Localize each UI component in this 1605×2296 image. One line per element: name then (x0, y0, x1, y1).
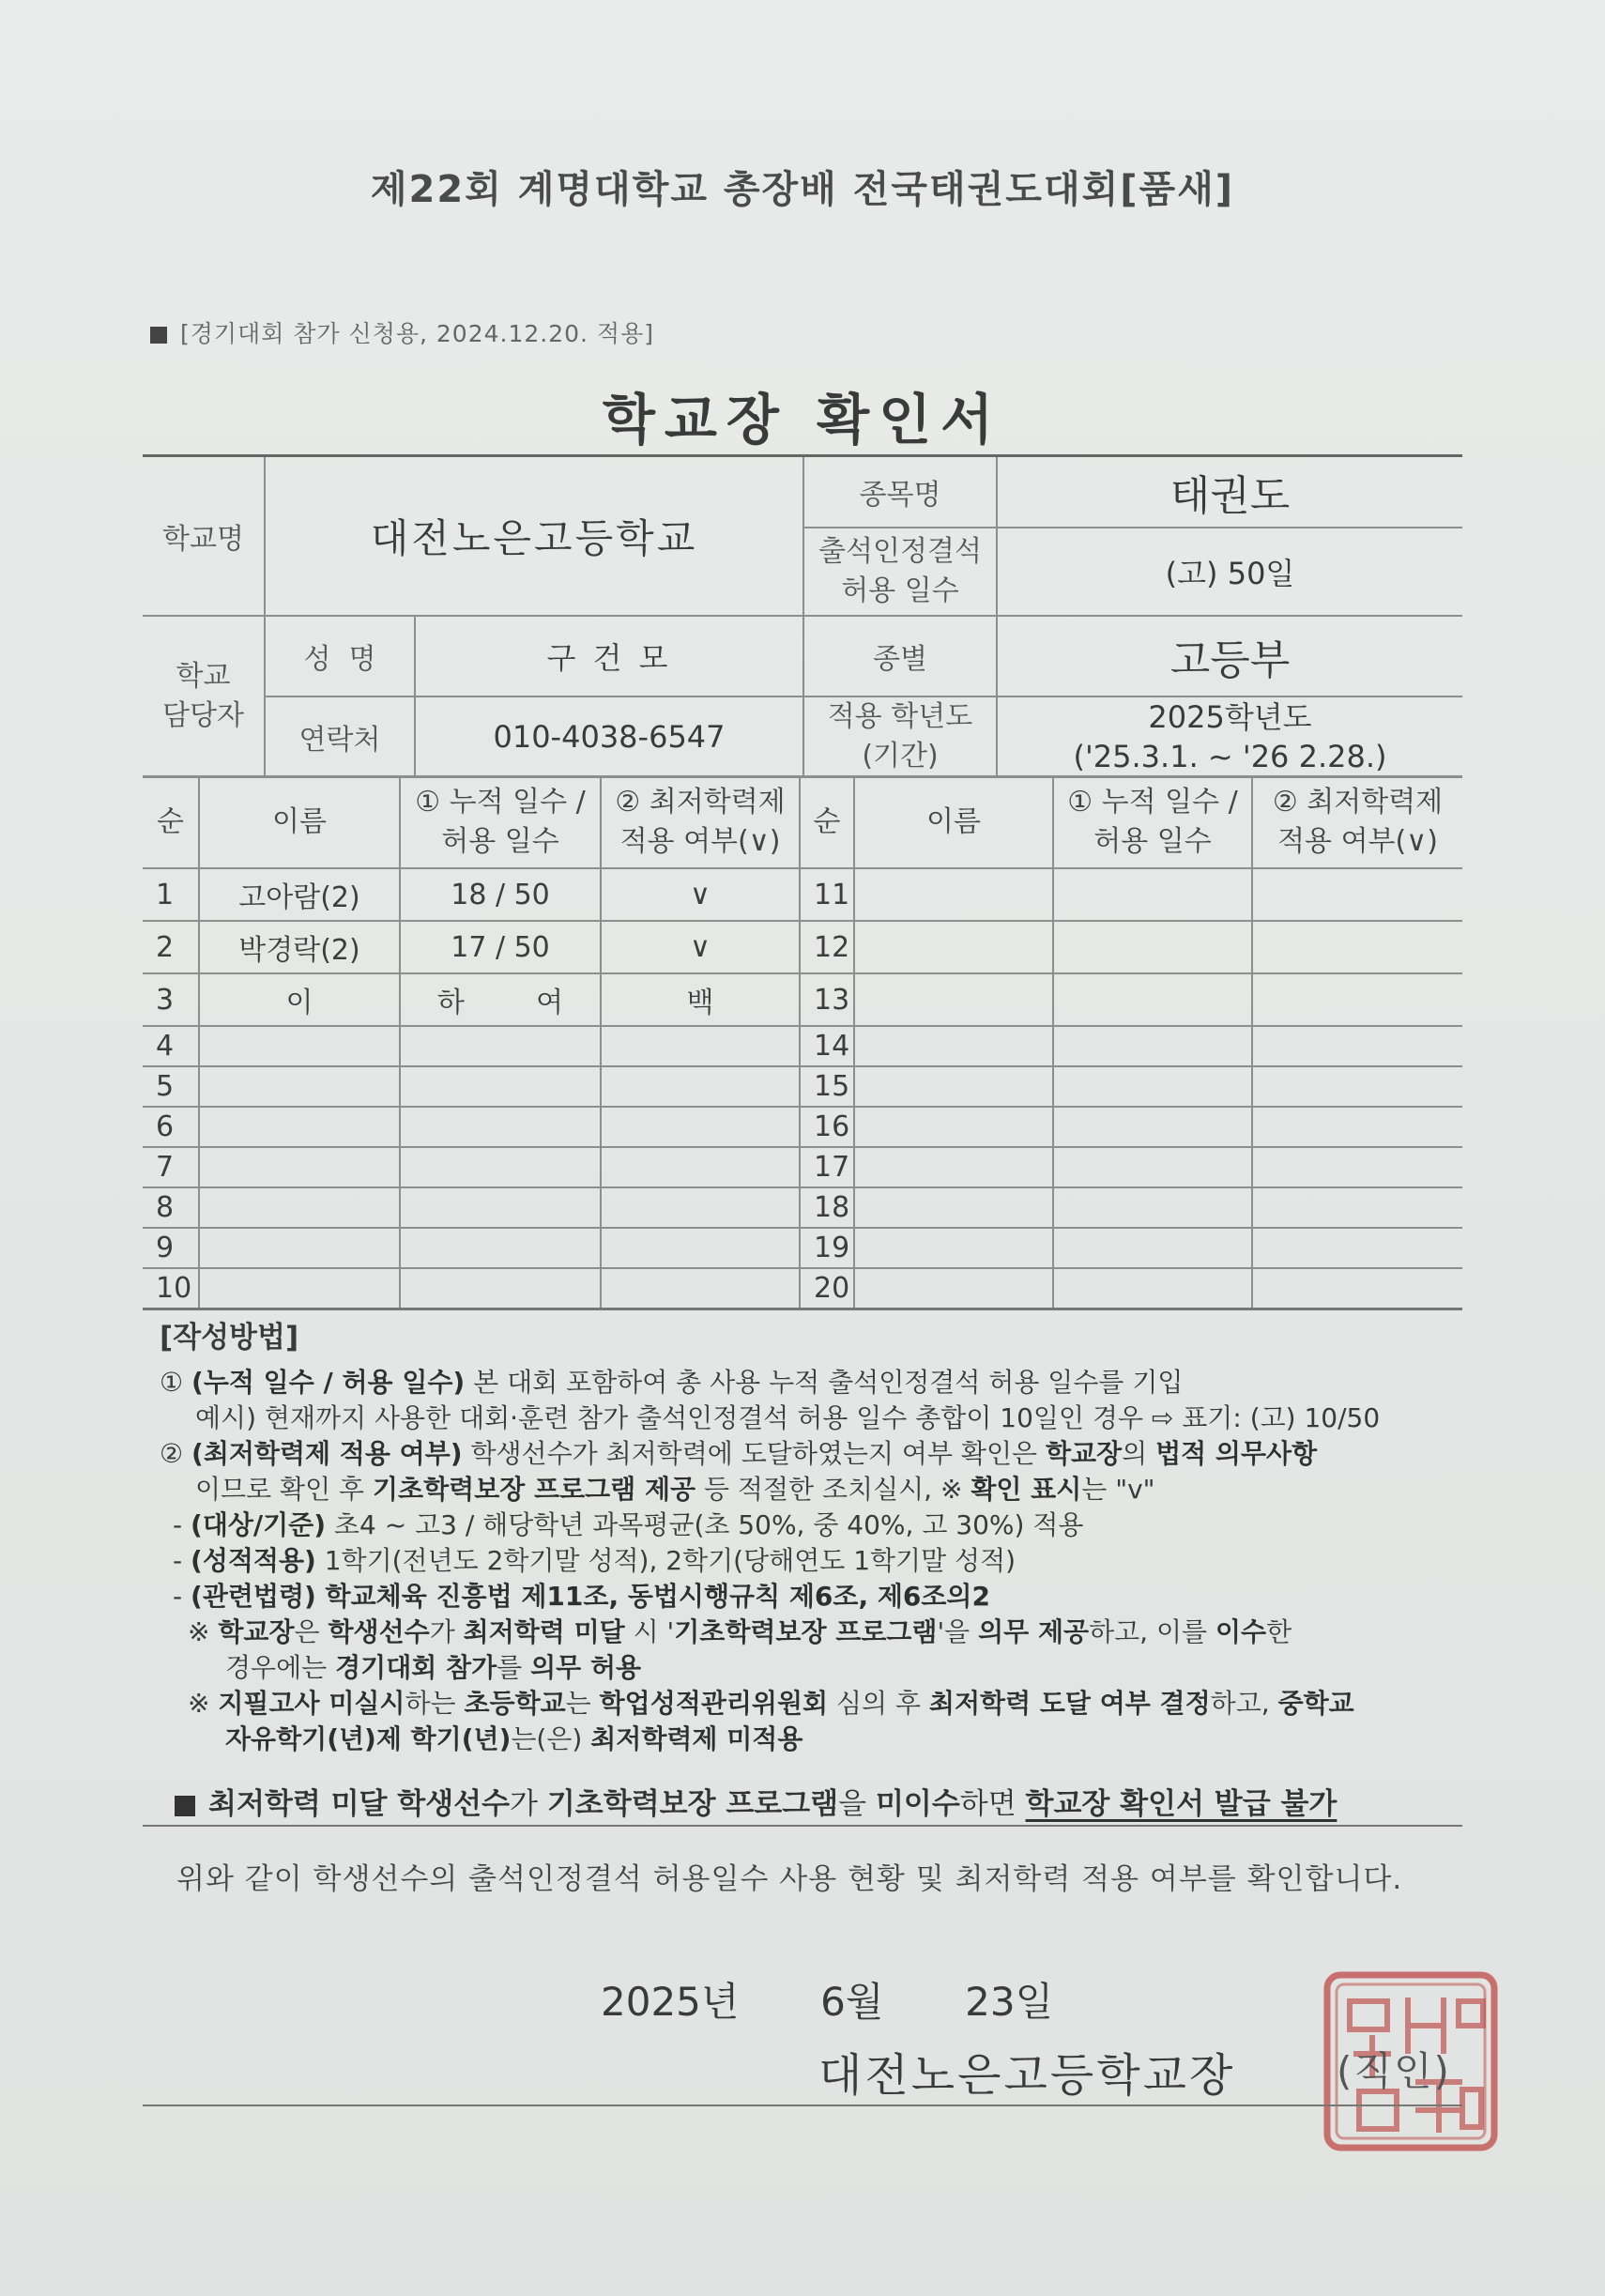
min-academic-check-cell (1252, 973, 1462, 1026)
instruction-1 (160, 1365, 1474, 1401)
school-name-value: 대전노은고등학교 (265, 456, 803, 616)
ref2-t3: 는 (565, 1688, 600, 1719)
instructions-title: [작성방법] (160, 1321, 299, 1355)
instruction-1-text: 본 대회 포함하여 총 사용 누적 출석인정결석 허용 일수를 기입 (465, 1367, 1184, 1398)
instructions-section (160, 1320, 1474, 1757)
min-academic-check-cell (601, 1268, 800, 1309)
row-number-cell: 12 (800, 921, 854, 973)
divider-top (143, 1825, 1462, 1827)
student-name-cell (854, 921, 1053, 973)
ref1-b5: 의무 제공 (978, 1616, 1090, 1647)
staff-label (143, 616, 265, 777)
cumulative-days-cell (1053, 973, 1252, 1026)
min-academic-check-cell (601, 1026, 800, 1066)
instruction-2-bold-b: 법적 의무사항 (1155, 1438, 1318, 1469)
student-name-cell (199, 1026, 400, 1066)
ref2-l2-t1: 는(은) (511, 1723, 591, 1754)
criteria-target-key: (대상/기준) (191, 1509, 327, 1540)
ref1-t1: ※ (188, 1616, 219, 1647)
ref1-t6: 하고, 이를 (1089, 1616, 1215, 1647)
student-name-cell (199, 1147, 400, 1187)
row-number-cell: 20 (800, 1268, 854, 1309)
warning-t5: 미이수 (875, 1787, 960, 1821)
row-number-cell: 17 (800, 1147, 854, 1187)
ref2-b1: 지필고사 미실시 (218, 1688, 405, 1719)
row-number-cell: 13 (800, 973, 854, 1026)
roster-body (143, 776, 1462, 1309)
col-header-min-line1: ② 최저학력제 (615, 786, 786, 819)
student-name-cell (854, 1187, 1053, 1228)
instruction-2-key: (최저학력제 적용 여부) (191, 1438, 463, 1469)
staff-label-line2: 담당자 (162, 698, 244, 732)
allowed-days-value: (고) 50일 (997, 528, 1462, 616)
table-row (143, 1228, 1462, 1268)
event-label: 종목명 (803, 456, 997, 528)
ref1-t4: 시 ' (624, 1616, 675, 1647)
warning-t1: 최저학력 미달 학생선수 (208, 1787, 511, 1821)
ref1-b3: 최저학력 미달 (463, 1616, 625, 1647)
document-heading: 학교장 확인서 (602, 388, 1003, 452)
col-header-days-right-line2: 허용 일수 (1093, 825, 1212, 858)
ref1-l2-b1: 경기대회 참가 (335, 1652, 497, 1683)
col-header-days-right-line1: ① 누적 일수 / (1067, 786, 1238, 819)
min-academic-check-cell (1252, 1066, 1462, 1107)
student-name-cell (199, 1228, 400, 1268)
ref1-l2-t2: 를 (497, 1652, 531, 1683)
row-number-cell: 19 (800, 1228, 854, 1268)
student-name-cell: 박경락(2) (199, 921, 400, 973)
criteria-law: - (관련법령) 학교체육 진흥법 제11조, 동법시행규칙 제6조, 제6조의2 (173, 1581, 990, 1612)
staff-label-line1: 학교 (176, 659, 231, 693)
col-header-days-line1: ① 누적 일수 / (415, 786, 586, 819)
ref2-b3: 학업성적관리위원회 (599, 1688, 829, 1719)
ref1-t5: '을 (937, 1616, 979, 1647)
cumulative-days-cell: 18 / 50 (400, 868, 601, 921)
min-academic-check-cell: ∨ (601, 921, 800, 973)
reference-note-1-line2 (160, 1650, 1474, 1686)
contact-label: 연락처 (265, 696, 415, 777)
student-name-cell (854, 1107, 1053, 1147)
instruction-1-key: (누적 일수 / 허용 일수) (191, 1367, 466, 1398)
row-number-cell: 2 (143, 921, 199, 973)
criteria-target-text: 초4 ~ 고3 / 해당학년 과목평균(초 50%, 중 40%, 고 30%) 적용 (326, 1509, 1084, 1540)
ref2-l2-b2: 최저학력제 미적용 (590, 1723, 803, 1754)
usage-note (150, 315, 654, 349)
instruction-2-number: ② (160, 1438, 184, 1469)
event-value: 태권도 (997, 456, 1462, 528)
min-academic-check-cell (601, 1066, 800, 1107)
row-number-cell: 18 (800, 1187, 854, 1228)
principal-signature-line: 대전노은고등학교장 (818, 2049, 1236, 2102)
student-name-cell: 고아람(2) (199, 868, 400, 921)
cumulative-days-cell (400, 1026, 601, 1066)
division-value: 고등부 (997, 616, 1462, 696)
col-header-min-right (1252, 776, 1462, 868)
ref1-b6: 이수 (1215, 1616, 1267, 1647)
student-name-cell (854, 1228, 1053, 1268)
row-number-cell: 10 (143, 1268, 199, 1309)
ref1-l2-t1: 경우에는 (225, 1652, 336, 1683)
school-info-table (143, 454, 1462, 778)
warning-box-icon (175, 1796, 195, 1816)
table-row (143, 921, 1462, 973)
min-academic-check-cell (1252, 1187, 1462, 1228)
min-academic-check-cell (601, 1187, 800, 1228)
criteria-grades: - (성적적용) 1학기(전년도 2학기말 성적), 2학기(당해연도 1학기말 성적) (173, 1545, 1016, 1576)
min-academic-check-cell (601, 1147, 800, 1187)
instruction-2-text-b: 의 (1122, 1438, 1156, 1469)
cumulative-days-cell: 하 여 (400, 973, 601, 1026)
min-academic-check-cell: 백 (601, 973, 800, 1026)
row-number-cell: 6 (143, 1107, 199, 1147)
cumulative-days-cell: 17 / 50 (400, 921, 601, 973)
table-row (143, 1026, 1462, 1066)
warning-t7: 학교장 확인서 발급 불가 (1025, 1787, 1338, 1821)
instruction-2-line2 (160, 1472, 1474, 1508)
criteria-grades-text: 1학기(전년도 2학기말 성적), 2학기(당해연도 1학기말 성적) (315, 1545, 1016, 1576)
document-title: 제22회 계명대학교 총장배 전국태권도대회[품새] (370, 168, 1235, 211)
row-number-cell: 5 (143, 1066, 199, 1107)
allowed-days-label (803, 528, 997, 616)
cumulative-days-cell (1053, 1228, 1252, 1268)
ref1-t7: 한 (1266, 1616, 1292, 1647)
criteria-target: - (대상/기준) 초4 ~ 고3 / 해당학년 과목평균(초 50%, 중 40%, 고 30%) 적용 (173, 1509, 1084, 1540)
row-number-cell: 7 (143, 1147, 199, 1187)
min-academic-check-cell (1252, 868, 1462, 921)
instruction-2 (160, 1436, 1474, 1472)
school-name-label: 학교명 (143, 456, 265, 616)
ref1-t2: 은 (294, 1616, 329, 1647)
row-number-cell: 8 (143, 1187, 199, 1228)
student-name-cell (854, 1066, 1053, 1107)
student-name-cell (199, 1107, 400, 1147)
student-name-cell (199, 1187, 400, 1228)
year-label-line1: 적용 학년도 (827, 699, 973, 733)
row-number-cell: 1 (143, 868, 199, 921)
student-name-cell (854, 1147, 1053, 1187)
ref2-b5: 중학교 (1277, 1688, 1354, 1719)
usage-note-text: [경기대회 참가 신청용, 2024.12.20. 적용] (180, 320, 654, 347)
row-number-cell: 16 (800, 1107, 854, 1147)
table-row (143, 1147, 1462, 1187)
min-academic-check-cell (1252, 1228, 1462, 1268)
year-value (997, 696, 1462, 777)
cumulative-days-cell (1053, 921, 1252, 973)
warning-line (175, 1780, 1337, 1822)
student-roster-table (143, 775, 1462, 1310)
instruction-1-example: 예시) 현재까지 사용한 대회·훈련 참가 출석인정결석 허용 일수 총합이 10일인 경우 ⇨ 표기: (고) 10/50 (195, 1402, 1381, 1433)
instruction-2-bold-a: 학교장 (1045, 1438, 1123, 1469)
col-header-no: 순 (143, 776, 199, 868)
col-header-name: 이름 (199, 776, 400, 868)
cumulative-days-cell (1053, 868, 1252, 921)
table-row (143, 1187, 1462, 1228)
student-name-cell (854, 868, 1053, 921)
warning-t6: 하면 (959, 1787, 1026, 1821)
ref2-t4: 심의 후 (828, 1688, 929, 1719)
student-name-cell (199, 1268, 400, 1309)
student-name-cell (854, 973, 1053, 1026)
min-academic-check-cell (601, 1228, 800, 1268)
reference-note-2-line2 (160, 1722, 1474, 1757)
year-value-line2: ('25.3.1. ~ '26 2.28.) (1073, 738, 1387, 774)
ref1-l2-b2: 의무 허용 (530, 1652, 642, 1683)
ref2-b4: 최저학력 도달 여부 결정 (928, 1688, 1211, 1719)
col-header-min (601, 776, 800, 868)
row-number-cell: 14 (800, 1026, 854, 1066)
student-name-cell (199, 1066, 400, 1107)
col-header-name-right: 이름 (854, 776, 1053, 868)
ref2-t1: ※ (188, 1688, 219, 1719)
instruction-2-line2-bold-b: 확인 표시 (971, 1474, 1082, 1505)
reference-note-1 (160, 1615, 1474, 1650)
col-header-no-right: 순 (800, 776, 854, 868)
allowed-days-label-line2: 허용 일수 (841, 574, 959, 607)
row-number-cell: 4 (143, 1026, 199, 1066)
cumulative-days-cell (1053, 1147, 1252, 1187)
reference-note-2 (160, 1686, 1474, 1722)
student-name-cell: 이 (199, 973, 400, 1026)
instruction-1-number: ① (160, 1367, 184, 1398)
allowed-days-label-line1: 출석인정결석 (818, 534, 982, 568)
ref2-l2-b1: 자유학기(년)제 학기(년) (225, 1723, 512, 1754)
ref2-t5: 하고, (1210, 1688, 1278, 1719)
staff-name-value: 구 건 모 (415, 616, 803, 696)
contact-value: 010-4038-6547 (415, 696, 803, 777)
col-header-min-right-line1: ② 최저학력제 (1272, 786, 1444, 819)
cumulative-days-cell (400, 1107, 601, 1147)
ref1-b4: 기초학력보장 프로그램 (674, 1616, 938, 1647)
cumulative-days-cell (400, 1268, 601, 1309)
row-number-cell: 11 (800, 868, 854, 921)
col-header-days-line2: 허용 일수 (441, 825, 559, 858)
ref1-b2: 학생선수 (328, 1616, 430, 1647)
instruction-2-line2-text-b: 등 적절한 조치실시, ※ (696, 1474, 971, 1505)
year-value-line1: 2025학년도 (1148, 698, 1312, 735)
min-academic-check-cell (1252, 1147, 1462, 1187)
table-row (143, 868, 1462, 921)
col-header-days-right (1053, 776, 1252, 868)
row-number-cell: 15 (800, 1066, 854, 1107)
ref1-b1: 학교장 (218, 1616, 295, 1647)
row-number-cell: 9 (143, 1228, 199, 1268)
table-row (143, 1066, 1462, 1107)
division-label: 종별 (803, 616, 997, 696)
criteria-law-text: (관련법령) 학교체육 진흥법 제11조, 동법시행규칙 제6조, 제6조의2 (191, 1581, 990, 1612)
ref2-t2: 하는 (405, 1688, 465, 1719)
year-label (803, 696, 997, 777)
criteria-grades-key: (성적적용) (191, 1545, 316, 1576)
warning-t4: 을 (838, 1787, 876, 1821)
cumulative-days-cell (1053, 1026, 1252, 1066)
row-number-cell: 3 (143, 973, 199, 1026)
student-name-cell (854, 1026, 1053, 1066)
cumulative-days-cell (400, 1228, 601, 1268)
min-academic-check-cell (601, 1107, 800, 1147)
divider-bottom (143, 2105, 1462, 2106)
cumulative-days-cell (1053, 1187, 1252, 1228)
year-label-line2: (기간) (862, 739, 939, 773)
issue-date: 2025년 6월 23일 (601, 1979, 1054, 2025)
warning-t2: 가 (510, 1787, 547, 1821)
student-name-cell (854, 1268, 1053, 1309)
min-academic-check-cell (1252, 1268, 1462, 1309)
min-academic-check-cell (1252, 1026, 1462, 1066)
ref2-b2: 초등학교 (464, 1688, 566, 1719)
cumulative-days-cell (1053, 1066, 1252, 1107)
table-row (143, 1107, 1462, 1147)
min-academic-check-cell (1252, 921, 1462, 973)
table-row (143, 1268, 1462, 1309)
min-academic-check-cell: ∨ (601, 868, 800, 921)
col-header-days (400, 776, 601, 868)
instruction-2-text-a: 학생선수가 최저학력에 도달하였는지 여부 확인은 (462, 1438, 1046, 1469)
instruction-2-line2-bold-a: 기초학력보장 프로그램 제공 (373, 1474, 696, 1505)
cumulative-days-cell (400, 1187, 601, 1228)
ref1-t3: 가 (429, 1616, 464, 1647)
staff-name-label: 성 명 (265, 616, 415, 696)
min-academic-check-cell (1252, 1107, 1462, 1147)
cumulative-days-cell (1053, 1107, 1252, 1147)
warning-t3: 기초학력보장 프로그램 (546, 1787, 839, 1821)
cumulative-days-cell (1053, 1268, 1252, 1309)
col-header-min-right-line2: 적용 여부(∨) (1277, 825, 1438, 858)
seal-label: (직인) (1337, 2048, 1451, 2094)
instruction-2-line2-text-a: 이므로 확인 후 (195, 1474, 373, 1505)
instruction-2-line2-text-c: 는 "v" (1081, 1474, 1155, 1505)
square-bullet-icon (150, 327, 167, 344)
table-row (143, 973, 1462, 1026)
cumulative-days-cell (400, 1066, 601, 1107)
col-header-min-line2: 적용 여부(∨) (619, 825, 781, 858)
cumulative-days-cell (400, 1147, 601, 1187)
confirmation-statement: 위와 같이 학생선수의 출석인정결석 허용일수 사용 현황 및 최저학력 적용 여부를 확인합니다. (176, 1862, 1403, 1896)
